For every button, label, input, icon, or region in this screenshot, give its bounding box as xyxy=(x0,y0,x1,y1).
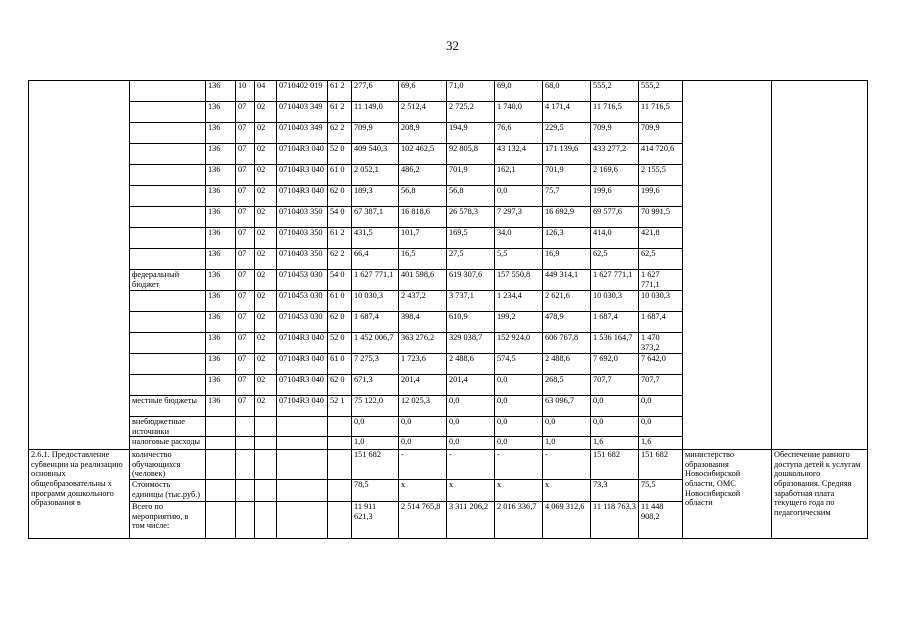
value-cell: 277,6 xyxy=(352,81,399,102)
page-bottom-margin xyxy=(0,592,905,640)
empty-cell xyxy=(236,501,255,538)
expense-type-cell: 54 0 xyxy=(328,270,352,291)
value-cell: 1 234,4 xyxy=(495,291,543,312)
value-cell: 67 387,1 xyxy=(352,207,399,228)
value-cell: 62,5 xyxy=(591,249,639,270)
section-code-cell xyxy=(236,417,255,437)
empty-cell xyxy=(206,501,236,538)
value-cell: 16,9 xyxy=(543,249,591,270)
section-code-cell: 07 xyxy=(236,102,255,123)
funding-source-cell xyxy=(130,354,206,375)
value-cell: 0,0 xyxy=(495,437,543,450)
table-body xyxy=(29,81,868,539)
value-cell: 398,4 xyxy=(399,312,447,333)
funding-source-cell xyxy=(130,207,206,228)
value-cell: 151 682 xyxy=(639,450,683,480)
value-cell: 2 621,6 xyxy=(543,291,591,312)
value-cell: x xyxy=(399,479,447,501)
value-cell: 151 682 xyxy=(591,450,639,480)
grbs-code-cell: 136 xyxy=(206,291,236,312)
grbs-code-cell: 136 xyxy=(206,123,236,144)
grbs-code-cell: 136 xyxy=(206,144,236,165)
value-cell: 75,7 xyxy=(543,186,591,207)
value-cell: 7 297,3 xyxy=(495,207,543,228)
value-cell: 78,5 xyxy=(352,479,399,501)
grbs-code-cell xyxy=(206,437,236,450)
value-cell: 1 687,4 xyxy=(639,312,683,333)
value-cell: 0,0 xyxy=(591,417,639,437)
empty-cell xyxy=(328,479,352,501)
funding-source-cell xyxy=(130,333,206,354)
value-cell: 610,9 xyxy=(447,312,495,333)
target-article-cell: 0710403 349 xyxy=(277,102,328,123)
value-cell: 2 437,2 xyxy=(399,291,447,312)
subsection-code-cell: 02 xyxy=(255,228,277,249)
indicator-label: количество обучающихся (человек) xyxy=(130,450,206,480)
responsible-cell xyxy=(683,81,772,450)
expense-type-cell: 62 2 xyxy=(328,123,352,144)
responsible-executor: министерство образования Новосибирской области, ОМС Новосибирской области xyxy=(683,450,772,539)
target-article-cell: 0710402 019 xyxy=(277,81,328,102)
indicator-label: Стоимость единицы (тыс.руб.) xyxy=(130,479,206,501)
subsection-code-cell xyxy=(255,437,277,450)
value-cell: 1 627 771,1 xyxy=(639,270,683,291)
value-cell: 10 030,3 xyxy=(591,291,639,312)
value-cell: 555,2 xyxy=(639,81,683,102)
grbs-code-cell: 136 xyxy=(206,375,236,396)
target-article-cell: 07104R3 040 xyxy=(277,375,328,396)
target-article-cell: 0710453 030 xyxy=(277,270,328,291)
expense-type-cell: 62 0 xyxy=(328,375,352,396)
expense-type-cell: 61 2 xyxy=(328,228,352,249)
section-row xyxy=(29,450,868,480)
subsection-code-cell: 02 xyxy=(255,375,277,396)
result-cell xyxy=(772,81,868,450)
value-cell: 2 488,6 xyxy=(447,354,495,375)
value-cell: 169,5 xyxy=(447,228,495,249)
funding-source-cell: федеральный бюджет xyxy=(130,270,206,291)
value-cell: 10 030,3 xyxy=(352,291,399,312)
value-cell: 10 030,3 xyxy=(639,291,683,312)
grbs-code-cell xyxy=(206,417,236,437)
value-cell: 201,4 xyxy=(447,375,495,396)
value-cell: 0,0 xyxy=(447,437,495,450)
funding-source-cell xyxy=(130,144,206,165)
grbs-code-cell: 136 xyxy=(206,102,236,123)
value-cell: 70 991,5 xyxy=(639,207,683,228)
empty-cell xyxy=(277,479,328,501)
section-code-cell: 07 xyxy=(236,270,255,291)
expense-type-cell: 61 0 xyxy=(328,165,352,186)
value-cell: 0,0 xyxy=(352,417,399,437)
target-article-cell: 07104R3 040 xyxy=(277,144,328,165)
subsection-code-cell: 02 xyxy=(255,249,277,270)
section-code-cell: 07 xyxy=(236,354,255,375)
subsection-code-cell: 02 xyxy=(255,144,277,165)
value-cell: 16 818,6 xyxy=(399,207,447,228)
grbs-code-cell: 136 xyxy=(206,186,236,207)
expense-type-cell: 52 0 xyxy=(328,144,352,165)
expense-type-cell xyxy=(328,417,352,437)
value-cell: 1 687,4 xyxy=(591,312,639,333)
value-cell: 701,9 xyxy=(447,165,495,186)
empty-cell xyxy=(328,501,352,538)
subsection-code-cell xyxy=(255,417,277,437)
expense-type-cell: 54 0 xyxy=(328,207,352,228)
value-cell: 1,0 xyxy=(543,437,591,450)
value-cell: 1 627 771,1 xyxy=(591,270,639,291)
section-code-cell: 07 xyxy=(236,291,255,312)
target-article-cell: 07104R3 040 xyxy=(277,165,328,186)
target-article-cell: 0710403 350 xyxy=(277,228,328,249)
value-cell: 69,0 xyxy=(495,81,543,102)
value-cell: 5,5 xyxy=(495,249,543,270)
subsection-code-cell: 02 xyxy=(255,270,277,291)
value-cell: 574,5 xyxy=(495,354,543,375)
funding-source-cell: местные бюджеты xyxy=(130,396,206,417)
subsection-code-cell: 02 xyxy=(255,396,277,417)
target-article-cell: 0710403 350 xyxy=(277,249,328,270)
value-cell: 1 723,6 xyxy=(399,354,447,375)
value-cell: 671,3 xyxy=(352,375,399,396)
section-code-cell: 07 xyxy=(236,375,255,396)
subsection-code-cell: 02 xyxy=(255,354,277,375)
section-code-cell: 07 xyxy=(236,396,255,417)
funding-source-cell xyxy=(130,123,206,144)
value-cell: 126,3 xyxy=(543,228,591,249)
grbs-code-cell: 136 xyxy=(206,396,236,417)
empty-cell xyxy=(206,450,236,480)
value-cell: 157 550,8 xyxy=(495,270,543,291)
funding-source-cell xyxy=(130,165,206,186)
value-cell: 26 578,3 xyxy=(447,207,495,228)
value-cell: 1 627 771,1 xyxy=(352,270,399,291)
value-cell: 707,7 xyxy=(591,375,639,396)
empty-cell xyxy=(236,450,255,480)
value-cell: 555,2 xyxy=(591,81,639,102)
funding-source-cell xyxy=(130,291,206,312)
grbs-code-cell: 136 xyxy=(206,249,236,270)
value-cell: 3 737,1 xyxy=(447,291,495,312)
value-cell: 11 118 763,3 xyxy=(591,501,639,538)
value-cell: 1 740,0 xyxy=(495,102,543,123)
value-cell: 11 149,0 xyxy=(352,102,399,123)
value-cell: 1,6 xyxy=(639,437,683,450)
section-code-cell: 10 xyxy=(236,81,255,102)
value-cell: 189,3 xyxy=(352,186,399,207)
value-cell: 63 096,7 xyxy=(543,396,591,417)
value-cell: 2 052,1 xyxy=(352,165,399,186)
value-cell: 75 122,0 xyxy=(352,396,399,417)
subsection-code-cell: 02 xyxy=(255,102,277,123)
value-cell: 152 924,0 xyxy=(495,333,543,354)
value-cell: 363 276,2 xyxy=(399,333,447,354)
grbs-code-cell: 136 xyxy=(206,333,236,354)
budget-table xyxy=(28,80,868,539)
value-cell: 151 682 xyxy=(352,450,399,480)
funding-source-cell: налоговые расходы xyxy=(130,437,206,450)
value-cell: 0,0 xyxy=(639,417,683,437)
empty-cell xyxy=(255,450,277,480)
value-cell: 0,0 xyxy=(639,396,683,417)
value-cell: x xyxy=(543,479,591,501)
value-cell: 433 277,2 xyxy=(591,144,639,165)
expense-type-cell: 61 0 xyxy=(328,291,352,312)
target-article-cell: 07104R3 040 xyxy=(277,333,328,354)
value-cell: 2 488,6 xyxy=(543,354,591,375)
section-code-cell: 07 xyxy=(236,333,255,354)
value-cell: 1 452 006,7 xyxy=(352,333,399,354)
value-cell: 75,5 xyxy=(639,479,683,501)
value-cell: 199,2 xyxy=(495,312,543,333)
event-name-cell xyxy=(29,81,130,450)
value-cell: 69,6 xyxy=(399,81,447,102)
target-article-cell xyxy=(277,437,328,450)
value-cell: 414 720,6 xyxy=(639,144,683,165)
value-cell: 268,5 xyxy=(543,375,591,396)
section-code-cell: 07 xyxy=(236,165,255,186)
expense-type-cell: 52 0 xyxy=(328,333,352,354)
value-cell: 27,5 xyxy=(447,249,495,270)
value-cell: x xyxy=(447,479,495,501)
target-article-cell: 0710453 030 xyxy=(277,312,328,333)
value-cell: 1 687,4 xyxy=(352,312,399,333)
empty-cell xyxy=(206,479,236,501)
funding-source-cell: внебюджетные источники xyxy=(130,417,206,437)
value-cell: 11 716,5 xyxy=(591,102,639,123)
value-cell: 69 577,6 xyxy=(591,207,639,228)
table-row xyxy=(29,81,868,102)
empty-cell xyxy=(236,479,255,501)
value-cell: 2 512,4 xyxy=(399,102,447,123)
value-cell: x xyxy=(495,479,543,501)
value-cell: 409 540,3 xyxy=(352,144,399,165)
value-cell: 7 692,0 xyxy=(591,354,639,375)
value-cell: 1 536 164,7 xyxy=(591,333,639,354)
value-cell: 199,6 xyxy=(591,186,639,207)
indicator-label: Всего по мероприятию, в том числе: xyxy=(130,501,206,538)
value-cell: 208,9 xyxy=(399,123,447,144)
subsection-code-cell: 02 xyxy=(255,207,277,228)
funding-source-cell xyxy=(130,375,206,396)
value-cell: 0,0 xyxy=(399,417,447,437)
value-cell: 709,9 xyxy=(639,123,683,144)
grbs-code-cell: 136 xyxy=(206,228,236,249)
section-code-cell: 07 xyxy=(236,144,255,165)
value-cell: 12 025,3 xyxy=(399,396,447,417)
subsection-code-cell: 02 xyxy=(255,165,277,186)
section-code-cell: 07 xyxy=(236,312,255,333)
value-cell: 66,4 xyxy=(352,249,399,270)
subsection-code-cell: 04 xyxy=(255,81,277,102)
value-cell: 478,9 xyxy=(543,312,591,333)
page-number: 32 xyxy=(446,38,459,53)
value-cell: 73,3 xyxy=(591,479,639,501)
value-cell: 0,0 xyxy=(543,417,591,437)
value-cell: - xyxy=(447,450,495,480)
value-cell: 56,8 xyxy=(447,186,495,207)
value-cell: 11 716,5 xyxy=(639,102,683,123)
value-cell: 2 725,2 xyxy=(447,102,495,123)
value-cell: 34,0 xyxy=(495,228,543,249)
value-cell: 449 314,1 xyxy=(543,270,591,291)
grbs-code-cell: 136 xyxy=(206,354,236,375)
section-code-cell: 07 xyxy=(236,207,255,228)
target-article-cell: 07104R3 040 xyxy=(277,396,328,417)
grbs-code-cell: 136 xyxy=(206,312,236,333)
expense-type-cell: 52 1 xyxy=(328,396,352,417)
value-cell: 0,0 xyxy=(399,437,447,450)
value-cell: 194,9 xyxy=(447,123,495,144)
value-cell: 201,4 xyxy=(399,375,447,396)
expense-type-cell: 62 2 xyxy=(328,249,352,270)
value-cell: 421,8 xyxy=(639,228,683,249)
section-code-cell: 07 xyxy=(236,123,255,144)
value-cell: 1,6 xyxy=(591,437,639,450)
expense-type-cell: 61 0 xyxy=(328,354,352,375)
value-cell: 0,0 xyxy=(591,396,639,417)
subsection-code-cell: 02 xyxy=(255,333,277,354)
section-code-cell: 07 xyxy=(236,186,255,207)
value-cell: 56,8 xyxy=(399,186,447,207)
funding-source-cell xyxy=(130,228,206,249)
value-cell: 101,7 xyxy=(399,228,447,249)
subsection-code-cell: 02 xyxy=(255,312,277,333)
value-cell: 0,0 xyxy=(495,396,543,417)
value-cell: 2 016 336,7 xyxy=(495,501,543,538)
empty-cell xyxy=(277,501,328,538)
value-cell: 1,0 xyxy=(352,437,399,450)
value-cell: 619 307,6 xyxy=(447,270,495,291)
value-cell: 0,0 xyxy=(495,417,543,437)
section-code-cell xyxy=(236,437,255,450)
value-cell: - xyxy=(495,450,543,480)
value-cell: 606 767,8 xyxy=(543,333,591,354)
value-cell: 171 139,6 xyxy=(543,144,591,165)
section-code-cell: 07 xyxy=(236,249,255,270)
value-cell: 431,5 xyxy=(352,228,399,249)
value-cell: - xyxy=(543,450,591,480)
funding-source-cell xyxy=(130,102,206,123)
value-cell: 709,9 xyxy=(352,123,399,144)
target-article-cell: 0710453 030 xyxy=(277,291,328,312)
value-cell: 2 169,6 xyxy=(591,165,639,186)
funding-source-cell xyxy=(130,186,206,207)
grbs-code-cell: 136 xyxy=(206,270,236,291)
expense-type-cell: 61 2 xyxy=(328,102,352,123)
value-cell: 92 805,8 xyxy=(447,144,495,165)
value-cell: 329 038,7 xyxy=(447,333,495,354)
value-cell: 0,0 xyxy=(447,396,495,417)
value-cell: 68,0 xyxy=(543,81,591,102)
value-cell: 707,7 xyxy=(639,375,683,396)
value-cell: 71,0 xyxy=(447,81,495,102)
expense-type-cell: 62 0 xyxy=(328,186,352,207)
subsection-code-cell: 02 xyxy=(255,123,277,144)
funding-source-cell xyxy=(130,312,206,333)
value-cell: 229,5 xyxy=(543,123,591,144)
value-cell: 3 311 206,2 xyxy=(447,501,495,538)
value-cell: 11 448 908,2 xyxy=(639,501,683,538)
subsection-code-cell: 02 xyxy=(255,291,277,312)
value-cell: 414,0 xyxy=(591,228,639,249)
subsection-code-cell: 02 xyxy=(255,186,277,207)
value-cell: 62,5 xyxy=(639,249,683,270)
grbs-code-cell: 136 xyxy=(206,165,236,186)
section-code-cell: 07 xyxy=(236,228,255,249)
value-cell: 4 069 312,6 xyxy=(543,501,591,538)
value-cell: 486,2 xyxy=(399,165,447,186)
value-cell: 43 132,4 xyxy=(495,144,543,165)
value-cell: 4 171,4 xyxy=(543,102,591,123)
target-article-cell: 07104R3 040 xyxy=(277,186,328,207)
target-article-cell: 0710403 350 xyxy=(277,207,328,228)
target-article-cell xyxy=(277,417,328,437)
value-cell: 16,5 xyxy=(399,249,447,270)
value-cell: 11 911 621,3 xyxy=(352,501,399,538)
value-cell: 16 692,9 xyxy=(543,207,591,228)
value-cell: 0,0 xyxy=(495,375,543,396)
empty-cell xyxy=(255,501,277,538)
value-cell: 162,1 xyxy=(495,165,543,186)
target-article-cell: 07104R3 040 xyxy=(277,354,328,375)
value-cell: 2 514 765,8 xyxy=(399,501,447,538)
funding-source-cell xyxy=(130,249,206,270)
value-cell: 709,9 xyxy=(591,123,639,144)
value-cell: 0,0 xyxy=(447,417,495,437)
value-cell: 2 155,5 xyxy=(639,165,683,186)
empty-cell xyxy=(328,450,352,480)
value-cell: 7 642,0 xyxy=(639,354,683,375)
value-cell: 7 275,3 xyxy=(352,354,399,375)
value-cell: 102 462,5 xyxy=(399,144,447,165)
value-cell: 76,6 xyxy=(495,123,543,144)
value-cell: 401 598,6 xyxy=(399,270,447,291)
expense-type-cell xyxy=(328,437,352,450)
value-cell: 1 470 373,2 xyxy=(639,333,683,354)
expense-type-cell: 61 2 xyxy=(328,81,352,102)
section-title: 2.6.1. Предоставление субвенции на реализацию основных общеобразовательны х программ дошкольного образования в xyxy=(29,450,130,539)
target-article-cell: 0710403 349 xyxy=(277,123,328,144)
value-cell: 701,9 xyxy=(543,165,591,186)
grbs-code-cell: 136 xyxy=(206,81,236,102)
empty-cell xyxy=(255,479,277,501)
value-cell: 199,6 xyxy=(639,186,683,207)
empty-cell xyxy=(277,450,328,480)
grbs-code-cell: 136 xyxy=(206,207,236,228)
value-cell: 0,0 xyxy=(495,186,543,207)
funding-source-cell xyxy=(130,81,206,102)
expense-type-cell: 62 0 xyxy=(328,312,352,333)
expected-result: Обеспечение равного доступа детей к услугам дошкольного образования. Средняя заработная плата текущего года по педагогическим xyxy=(772,450,868,539)
value-cell: - xyxy=(399,450,447,480)
